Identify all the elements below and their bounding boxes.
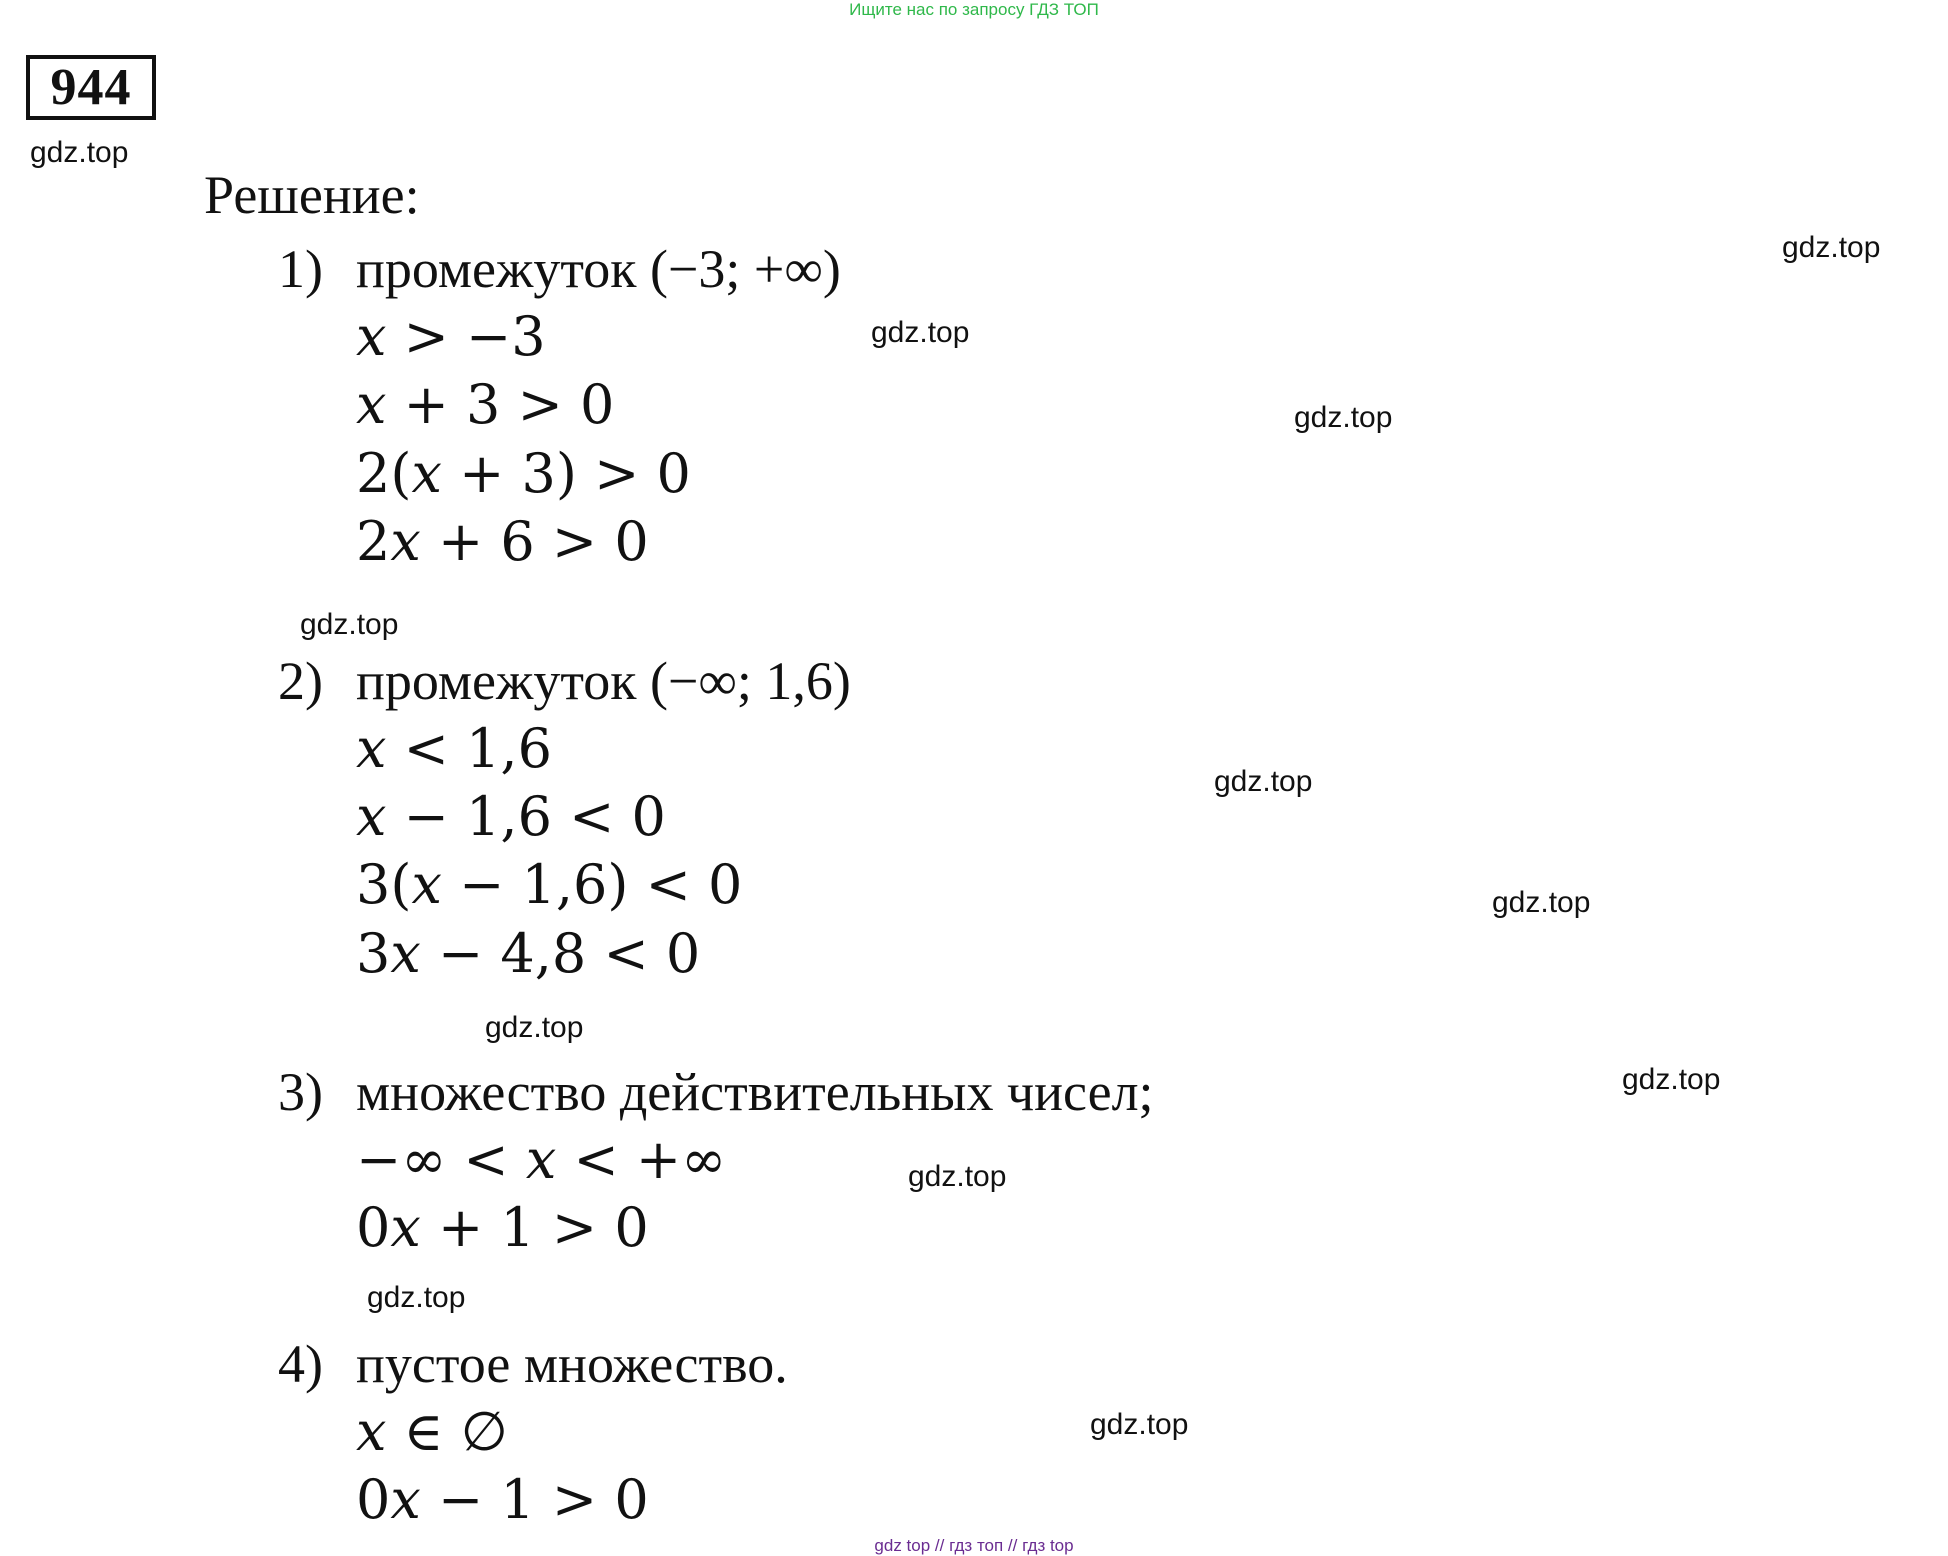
footer-links: gdz top // гдз топ // гдз top — [874, 1536, 1074, 1555]
watermark: gdz.top — [1294, 401, 1393, 434]
math-line: 0x + 1 > 0 — [356, 1196, 649, 1259]
math-line: 3(x − 1,6) < 0 — [356, 853, 743, 916]
math-line: x > −3 — [356, 305, 546, 368]
watermark: gdz.top — [1492, 886, 1591, 919]
watermark: gdz.top — [908, 1160, 1007, 1193]
solution-heading: Решение: — [204, 165, 420, 225]
item-number: 1) — [278, 239, 323, 299]
watermark: gdz.top — [485, 1011, 584, 1044]
watermark: gdz.top — [1214, 765, 1313, 798]
watermark: gdz.top — [30, 136, 129, 169]
math-line: 2(x + 3) > 0 — [356, 442, 691, 505]
watermark: gdz.top — [300, 608, 399, 641]
task-number: 944 — [26, 55, 156, 120]
math-line: −∞ < x < +∞ — [356, 1128, 727, 1191]
item-description: промежуток (−3; +∞) — [356, 239, 841, 299]
math-line: 0x − 1 > 0 — [356, 1468, 649, 1531]
item-description: промежуток (−∞; 1,6) — [356, 651, 851, 711]
math-line: 2x + 6 > 0 — [356, 510, 649, 573]
watermark: gdz.top — [871, 316, 970, 349]
watermark: gdz.top — [1782, 231, 1881, 264]
watermark: gdz.top — [1622, 1063, 1721, 1096]
item-number: 4) — [278, 1334, 323, 1394]
math-line: 3x − 4,8 < 0 — [356, 922, 701, 985]
item-number: 2) — [278, 651, 323, 711]
watermark: gdz.top — [367, 1281, 466, 1314]
math-line: x ∈ ∅ — [356, 1400, 508, 1463]
item-description: множество действительных чисел; — [356, 1062, 1154, 1122]
item-number: 3) — [278, 1062, 323, 1122]
top-banner: Ищите нас по запросу ГДЗ ТОП — [849, 0, 1099, 19]
math-line: x + 3 > 0 — [356, 373, 615, 436]
item-description: пустое множество. — [356, 1334, 788, 1394]
math-line: x − 1,6 < 0 — [356, 785, 666, 848]
math-line: x < 1,6 — [356, 717, 552, 780]
watermark: gdz.top — [1090, 1408, 1189, 1441]
